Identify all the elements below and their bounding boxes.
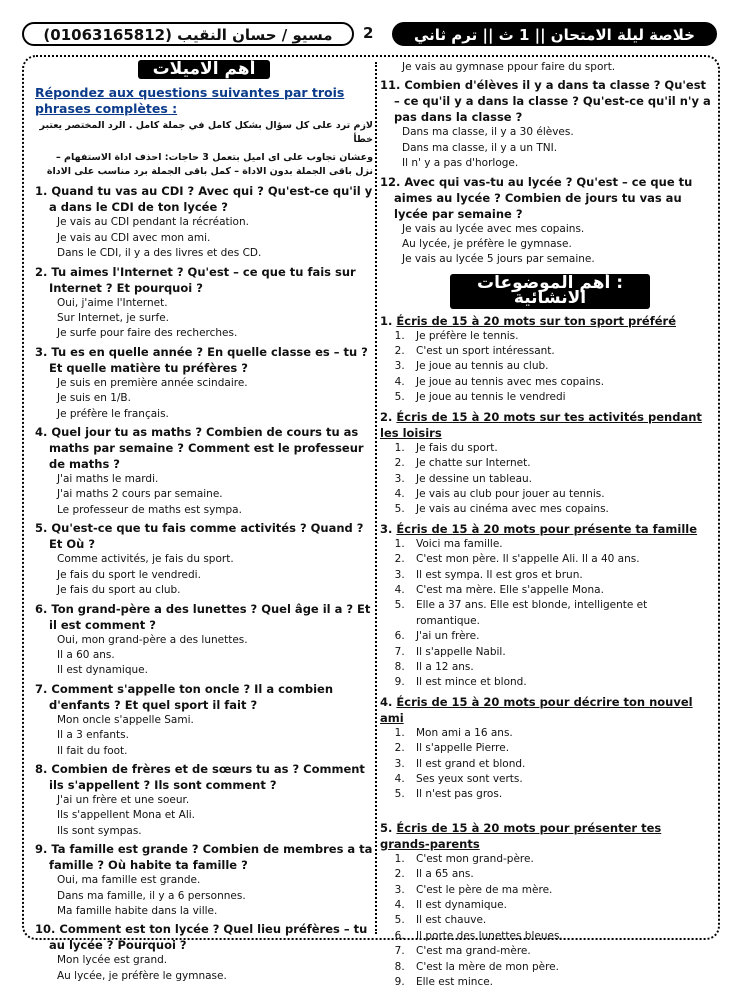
answer-line: Au lycée, je préfère le gymnase. (57, 969, 227, 982)
answer-line: Ils s'appellent Mona et Ali. (57, 809, 195, 822)
topic-item: 9. Il est mince et blond. (408, 675, 712, 690)
question: 11. Combien d'élèves il y a dans ta classe ? Qu'est – ce qu'il y a dans la classe ? Qu'est-ce qu'il n'y a pas dans la classe ? (380, 78, 711, 125)
topic-heading: Écris de 15 à 20 mots sur ton sport préféré (396, 313, 676, 328)
answer-line: Dans ma famille, il y a 6 personnes. (57, 889, 246, 902)
topic-item: 3. Il est sympa. Il est gros et brun. (408, 568, 712, 583)
topic-item: 4. Ses yeux sont verts. (408, 772, 712, 787)
topic-item: 5. Je joue au tennis le vendredi (408, 390, 712, 405)
topic-items (380, 537, 712, 691)
answer-line: J'ai maths 2 cours par semaine. (57, 488, 223, 501)
arabic-note-1: لازم ترد على كل سؤال بشكل كامل في جملة كامل . الرد المختصر يعتبر خطأ (39, 120, 373, 146)
topics-banner: : أهم الموضوعات الانشائية (450, 274, 650, 309)
question: 3. Tu es en quelle année ? En quelle classe es – tu ? Et quelle matière tu préfères ? (35, 344, 368, 375)
topic-item: 2. Il s'appelle Pierre. (408, 741, 712, 756)
topic-title (380, 313, 712, 329)
answer-line: Il a 60 ans. (57, 648, 115, 661)
answer-line: Dans ma classe, il y a 30 élèves. (402, 126, 574, 139)
topic-item: 2. C'est mon père. Il s'appelle Ali. Il a 40 ans. (408, 552, 712, 567)
topic-item: 4. Je joue au tennis avec mes copains. (408, 375, 712, 390)
column-divider (375, 62, 377, 934)
topic-item: 1. Je fais du sport. (408, 441, 712, 456)
topic-item: 9. Elle est mince. (408, 975, 712, 990)
answer-line: Mon lycée est grand. (57, 954, 168, 967)
topic-item: 4. C'est ma mère. Elle s'appelle Mona. (408, 583, 712, 598)
answer-line: Il a 3 enfants. (57, 729, 129, 742)
topic-item: 8. C'est la mère de mon père. (408, 960, 712, 975)
question: 10. Comment est ton lycée ? Quel lieu préfères – tu au lycée ? Pourquoi ? (35, 922, 368, 953)
topic-item: 5. Elle a 37 ans. Elle est blonde, intelligente et romantique. (408, 598, 712, 629)
topic-item: 3. C'est le père de ma mère. (408, 883, 712, 898)
answer-line: Oui, ma famille est grande. (57, 874, 201, 887)
topic-number: 3. (380, 521, 393, 536)
answer-line: Je suis en première année scindaire. (57, 376, 248, 389)
answer-line: Sur Internet, je surfe. (57, 312, 169, 325)
topic-item: 7. C'est ma grand-mère. (408, 944, 712, 959)
answer-line: Je vais au lycée avec mes copains. (402, 222, 585, 235)
topic-item: 3. Il est grand et blond. (408, 757, 712, 772)
topic-item: 2. C'est un sport intéressant. (408, 344, 712, 359)
topic-item: 2. Je chatte sur Internet. (408, 456, 712, 471)
topic-item: 3. Je joue au tennis au club. (408, 359, 712, 374)
topic-item: 4. Il est dynamique. (408, 898, 712, 913)
topic-item: 1. C'est mon grand-père. (408, 852, 712, 867)
answer-line: Le professeur de maths est sympa. (57, 503, 242, 516)
answer-line: Je vais au gymnase ppour faire du sport. (402, 61, 616, 73)
topic-title (380, 521, 712, 537)
document-title: خلاصة ليلة الامتحان || 1 ث || ترم ثاني 2019 (392, 22, 717, 46)
answer-line: J'ai un frère et une soeur. (57, 793, 190, 806)
question: 12. Avec qui vas-tu au lycée ? Qu'est – ce que tu aimes au lycée ? Combien de jours tu vas au lycée par semaine ? (380, 174, 693, 221)
question: 5. Qu'est-ce que tu fais comme activités ? Quand ? Et Où ? (35, 521, 364, 552)
question: 1. Quand tu vas au CDI ? Avec qui ? Qu'est-ce qu'il y a dans le CDI de ton lycée ? (35, 184, 373, 215)
answer-line: Au lycée, je préfère le gymnase. (402, 238, 572, 251)
answer-line: Oui, j'aime l'Internet. (57, 296, 168, 309)
topic-number: 2. (380, 409, 393, 424)
answer-line: Ils sont sympas. (57, 824, 142, 837)
topic-item: 4. Je vais au club pour jouer au tennis. (408, 487, 712, 502)
question-list (380, 77, 712, 267)
arabic-note-2: وعشان تجاوب على اى اميل بتعمل 3 حاجات: احذف اداة الاستفهام – نزل باقى الجملة بدون الاداة – كمل باقى الجملة برد مناسب على الاداة (46, 152, 373, 178)
topic-item: 1. Voici ma famille. (408, 537, 712, 552)
answer-line: Je fais du sport au club. (57, 584, 181, 597)
answer-line: Je fais du sport le vendredi. (57, 568, 201, 581)
topic-heading: Écris de 15 à 20 mots sur tes activités pendant les loisirs (380, 409, 702, 440)
topic-title (380, 409, 712, 441)
topic-items (380, 852, 712, 990)
question: 2. Tu aimes l'Internet ? Qu'est – ce que tu fais sur Internet ? Et pourquoi ? (35, 264, 356, 295)
question: 6. Ton grand-père a des lunettes ? Quel âge il a ? Et il est comment ? (35, 601, 371, 632)
topic-items (380, 441, 712, 518)
topic-item: 1. Je préfère le tennis. (408, 329, 712, 344)
answer-line: Je surfe pour faire des recherches. (57, 327, 238, 340)
page-number: 2 (363, 24, 374, 42)
answer-line: Je vais au lycée 5 jours par semaine. (402, 253, 595, 266)
topic-item: 8. Il a 12 ans. (408, 660, 712, 675)
answer-line: Je vais au CDI pendant la récréation. (57, 216, 249, 229)
answer-line: Ma famille habite dans la ville. (57, 904, 218, 917)
answer-line: Je suis en 1/B. (57, 392, 131, 405)
topic-items (380, 329, 712, 406)
topic-list (380, 313, 712, 990)
question: 7. Comment s'appelle ton oncle ? Il a combien d'enfants ? Et quel sport il fait ? (35, 681, 334, 712)
question: 4. Quel jour tu as maths ? Combien de cours tu as maths par semaine ? Comment est le professeur de maths ? (35, 425, 364, 472)
answer-line: Il fait du foot. (57, 744, 128, 757)
author-contact: مسيو / حسان النقيب (01063165812) (22, 22, 354, 46)
right-column (380, 60, 712, 990)
answer-line: Mon oncle s'appelle Sami. (57, 713, 194, 726)
answer-line: Comme activités, je fais du sport. (57, 553, 234, 566)
answer-line: Dans ma classe, il y a un TNI. (402, 141, 558, 154)
answer-line: Il n' y a pas d'horloge. (402, 157, 519, 170)
answer-line: Il est dynamique. (57, 664, 148, 677)
topic-item: 3. Je dessine un tableau. (408, 472, 712, 487)
topic-number: 1. (380, 313, 393, 328)
topic-item: 6. Il porte des lunettes bleues. (408, 929, 712, 944)
question-list (35, 183, 373, 984)
answer-line: J'ai maths le mardi. (57, 473, 159, 486)
topic-item: 5. Il est chauve. (408, 913, 712, 928)
answer-line: Je préfère le français. (57, 407, 169, 420)
topic-number: 4. (380, 694, 393, 709)
topic-item: 7. Il s'appelle Nabil. (408, 645, 712, 660)
topic-number: 5. (380, 820, 393, 835)
emails-banner: أهم الاميلات (138, 60, 270, 79)
topic-item: 5. Je vais au cinéma avec mes copains. (408, 502, 712, 517)
question: 8. Combien de frères et de sœurs tu as ? Comment ils s'appellent ? Ils sont comment ? (35, 761, 365, 792)
topic-title (380, 694, 712, 726)
topic-heading: Écris de 15 à 20 mots pour présenter tes grands-parents (380, 820, 662, 851)
answer-line: Je vais au CDI avec mon ami. (57, 231, 211, 244)
question: 9. Ta famille est grande ? Combien de membres a ta famille ? Où habite ta famille ? (35, 842, 373, 873)
spacer (380, 803, 712, 817)
topic-title (380, 820, 712, 852)
left-column (35, 60, 373, 984)
topic-item: 6. J'ai un frère. (408, 629, 712, 644)
topic-heading: Écris de 15 à 20 mots pour décrire ton nouvel ami (380, 694, 693, 725)
answer-line: Dans le CDI, il y a des livres et des CD. (57, 247, 262, 260)
page-header (0, 22, 742, 66)
topic-item: 1. Mon ami a 16 ans. (408, 726, 712, 741)
answer-line: Oui, mon grand-père a des lunettes. (57, 633, 248, 646)
topic-item: 2. Il a 65 ans. (408, 867, 712, 882)
topic-items (380, 726, 712, 803)
topic-item: 5. Il n'est pas gros. (408, 787, 712, 802)
instruction: Répondez aux questions suivantes par trois phrases complètes : (35, 85, 345, 117)
topic-heading: Écris de 15 à 20 mots pour présente ta famille (396, 521, 698, 536)
